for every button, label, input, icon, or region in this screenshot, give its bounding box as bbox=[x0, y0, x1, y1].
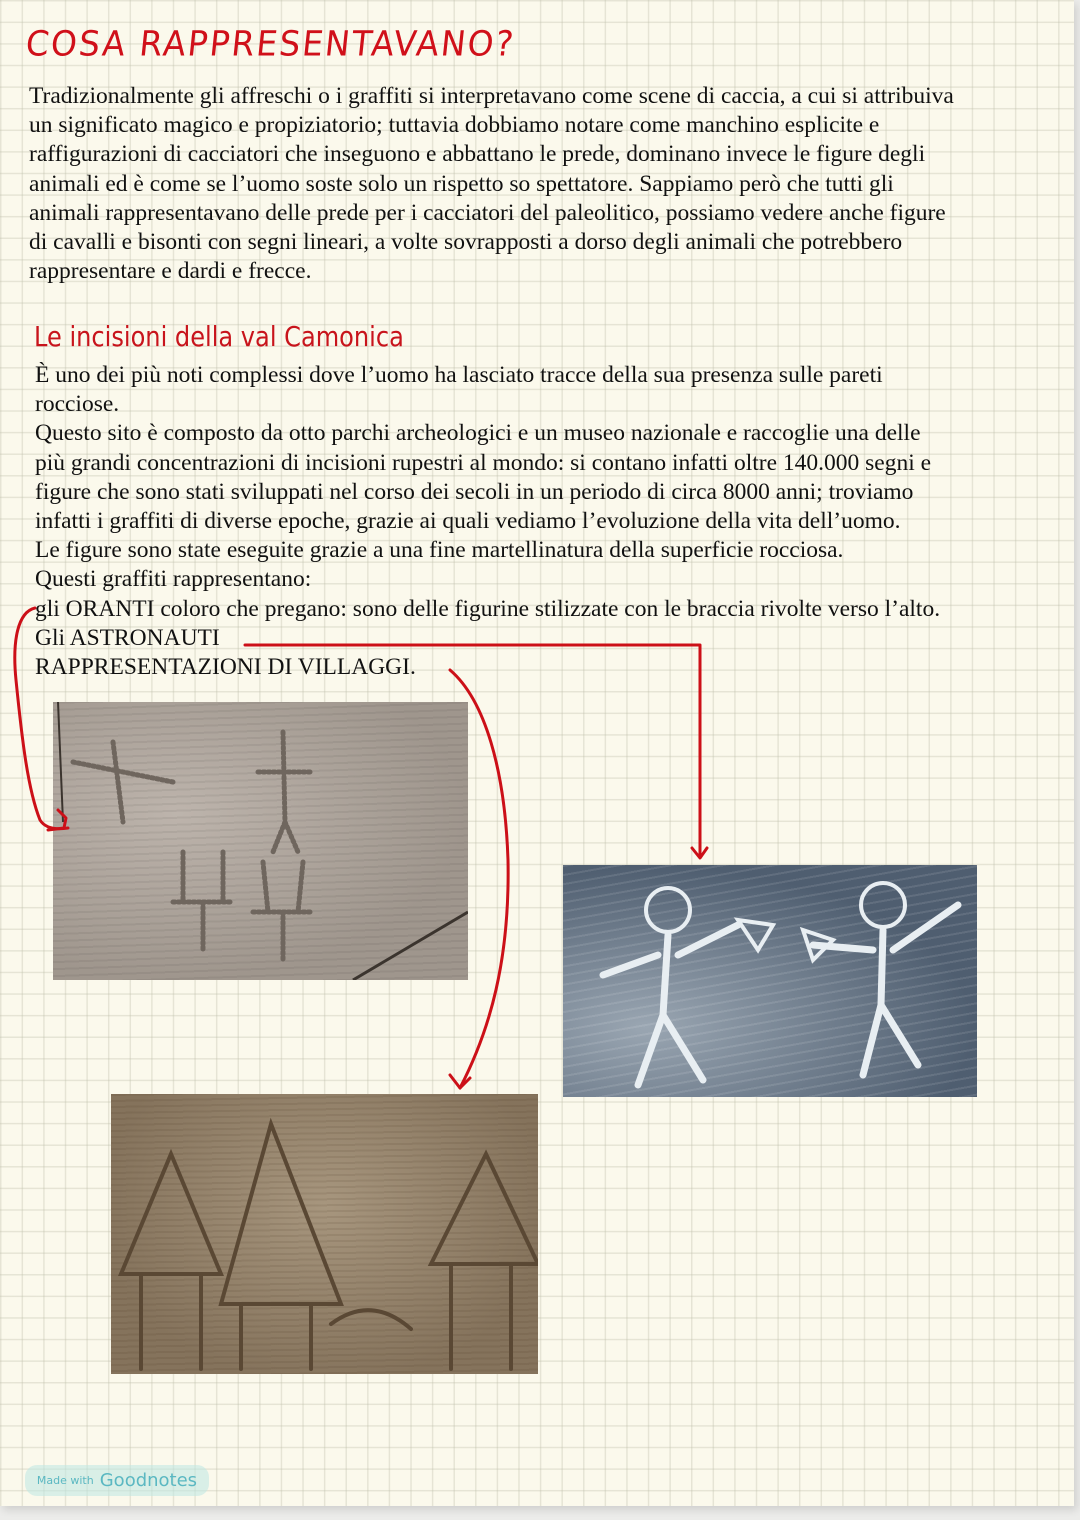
text-line: figure che sono stati sviluppati nel corso dei secoli in un periodo di circa 8000 anni; troviamo bbox=[35, 478, 914, 505]
goodnotes-watermark bbox=[25, 1465, 209, 1496]
list-item-astronauti: Gli ASTRONAUTI bbox=[35, 624, 220, 651]
text-line: Questi graffiti rappresentano: bbox=[35, 566, 312, 593]
paragraph-line: di cavalli e bisonti con segni lineari, a volte sovrapposti a dorso degli animali che potrebbero bbox=[29, 229, 903, 256]
text-line: Le figure sono state eseguite grazie a una fine martellinatura della superficie rocciosa. bbox=[35, 537, 844, 564]
text-line: Questo sito è composto da otto parchi archeologici e un museo nazionale e raccoglie una delle bbox=[35, 420, 921, 447]
villaggi-photo bbox=[111, 1094, 538, 1374]
watermark-prefix: Made with bbox=[36, 1474, 94, 1487]
paragraph-line: rappresentare e dardi e frecce. bbox=[29, 258, 312, 285]
section-title-val-camonica: Le incisioni della val Camonica bbox=[34, 320, 404, 353]
astronauti-photo bbox=[563, 865, 977, 1097]
text-line: rocciose. bbox=[35, 391, 120, 418]
text-line: È uno dei più noti complessi dove l’uomo ha lasciato tracce della sua presenza sulle pareti bbox=[35, 362, 883, 388]
list-item-oranti: gli ORANTI coloro che pregano: sono delle figurine stilizzate con le braccia rivolte verso l’alto. bbox=[35, 595, 941, 622]
list-item-villaggi: RAPPRESENTAZIONI DI VILLAGGI. bbox=[35, 654, 416, 681]
intro-paragraph bbox=[29, 82, 1049, 286]
section-title-cosa-rappresentavano: COSA RAPPRESENTAVANO? bbox=[23, 23, 518, 64]
watermark-brand: Goodnotes bbox=[99, 1470, 198, 1491]
paragraph-line: un significato magico e propiziatorio; tuttavia dobbiamo notare come manchino esplicite e bbox=[29, 112, 880, 139]
villaggi-engraving-icon bbox=[111, 1094, 538, 1374]
paragraph-line: animali ed è come se l’uomo soste solo un rispetto so spettatore. Sappiamo però che tutti gli bbox=[29, 170, 894, 197]
astronauti-engraving-icon bbox=[563, 865, 977, 1097]
oranti-photo bbox=[53, 702, 468, 980]
text-line: più grandi concentrazioni di incisioni rupestri al mondo: si contano infatti oltre 140.000 segni e bbox=[35, 449, 932, 476]
text-line: infatti i graffiti di diverse epoche, grazie ai quali vediamo l’evoluzione della vita dell’uomo. bbox=[35, 508, 901, 535]
paragraph-line: raffigurazioni di cacciatori che inseguono e abbattano le prede, dominano invece le figure degli bbox=[29, 141, 926, 168]
paragraph-line: Tradizionalmente gli affreschi o i graffiti si interpretavano come scene di caccia, a cui si attribuiva bbox=[29, 83, 954, 109]
paragraph-line: animali rappresentavano delle prede per i cacciatori del paleolitico, possiamo vedere anche figure bbox=[29, 199, 946, 226]
val-camonica-text bbox=[35, 361, 1055, 682]
oranti-engraving-icon bbox=[53, 702, 468, 980]
